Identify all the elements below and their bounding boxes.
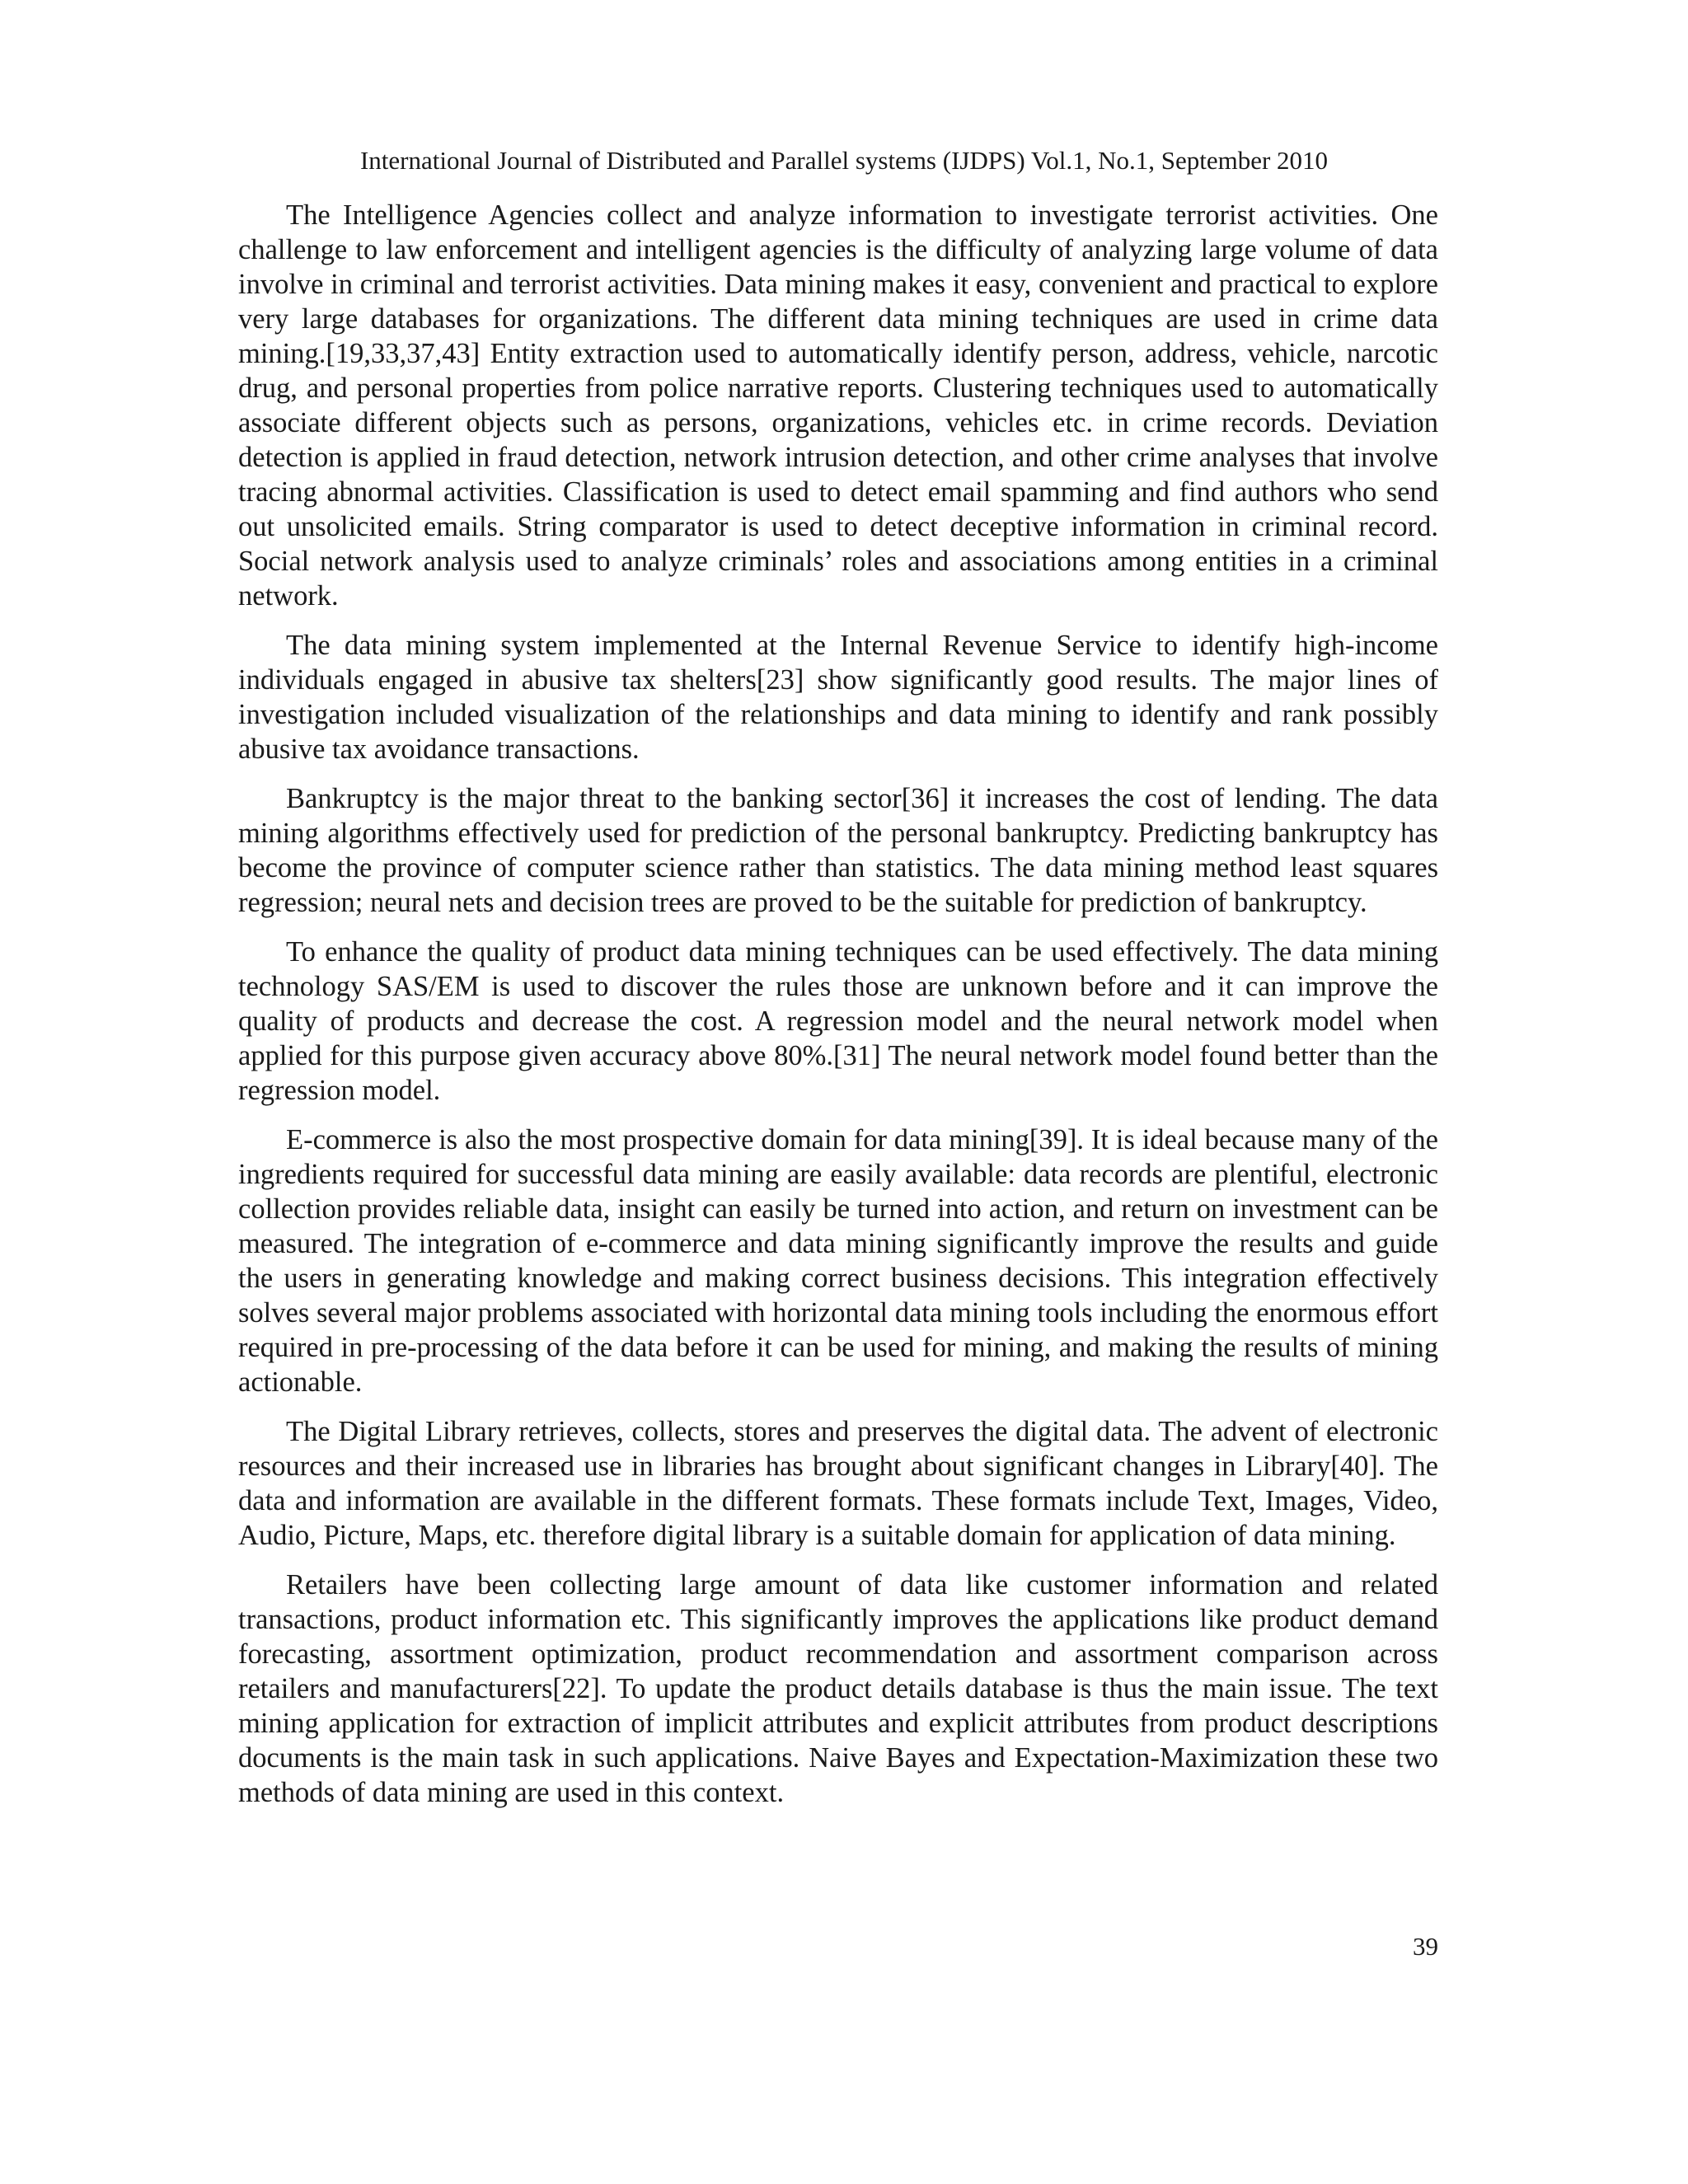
paragraph-intelligence-agencies: The Intelligence Agencies collect and analyze information to investigate terrorist activities. One challenge to law enforcement and intelligent agencies is the difficulty of analyzing large volume of data involve in criminal and terrorist activities. Data mining makes it easy, convenient and practical to explore very large databases for organizations. The different data mining techniques are used in crime data mining.[19,33,37,43] Entity extraction used to automatically identify person, address, vehicle, narcotic drug, and personal properties from police narrative reports. Clustering techniques used to automatically associate different objects such as persons, organizations, vehicles etc. in crime records. Deviation detection is applied in fraud detection, network intrusion detection, and other crime analyses that involve tracing abnormal activities. Classification is used to detect email spamming and find authors who send out unsolicited emails. String comparator is used to detect deceptive information in criminal record. Social network analysis used to analyze criminals’ roles and associations among entities in a criminal network. — [238, 199, 1438, 612]
paragraph-bankruptcy: Bankruptcy is the major threat to the banking sector[36] it increases the cost of lending. The data mining algorithms effectively used for prediction of the personal bankruptcy. Predicting bankruptcy has become the province of computer science rather than statistics. The data mining method least squares regression; neural nets and decision trees are proved to be the suitable for prediction of bankruptcy. — [238, 783, 1438, 918]
body-text — [238, 198, 1438, 1825]
paragraph-internal-revenue-service: The data mining system implemented at the Internal Revenue Service to identify high-income individuals engaged in abusive tax shelters[23] show significantly good results. The major lines of investigation included visualization of the relationships and data mining to identify and rank possibly abusive tax avoidance transactions. — [238, 630, 1438, 765]
running-header: International Journal of Distributed and Parallel systems (IJDPS) Vol.1, No.1, September 2010 — [359, 146, 1329, 175]
paragraph-digital-library: The Digital Library retrieves, collects, stores and preserves the digital data. The advent of electronic resources and their increased use in libraries has brought about significant changes in Library[40]. The data and information are available in the different formats. These formats include Text, Images, Video, Audio, Picture, Maps, etc. therefore digital library is a suitable domain for application of data mining. — [238, 1416, 1438, 1551]
paragraph-product-quality: To enhance the quality of product data mining techniques can be used effectively. The data mining technology SAS/EM is used to discover the rules those are unknown before and it can improve the quality of products and decrease the cost. A regression model and the neural network model when applied for this purpose given accuracy above 80%.[31] The neural network model found better than the regression model. — [238, 936, 1438, 1106]
page-number: 39 — [1413, 1932, 1438, 1961]
paragraph-retailers: Retailers have been collecting large amount of data like customer information and related transactions, product information etc. This significantly improves the applications like product demand forecasting, assortment optimization, product recommendation and assortment comparison across retailers and manufacturers[22]. To update the product details database is thus the main issue. The text mining application for extraction of implicit attributes and explicit attributes from product descriptions documents is the main task in such applications. Naive Bayes and Expectation-Maximization these two methods of data mining are used in this context. — [238, 1569, 1438, 1808]
paragraph-e-commerce: E-commerce is also the most prospective domain for data mining[39]. It is ideal because many of the ingredients required for successful data mining are easily available: data records are plentiful, electronic collection provides reliable data, insight can easily be turned into action, and return on investment can be measured. The integration of e-commerce and data mining significantly improve the results and guide the users in generating knowledge and making correct business decisions. This integration effectively solves several major problems associated with horizontal data mining tools including the enormous effort required in pre-processing of the data before it can be used for mining, and making the results of mining actionable. — [238, 1124, 1438, 1398]
